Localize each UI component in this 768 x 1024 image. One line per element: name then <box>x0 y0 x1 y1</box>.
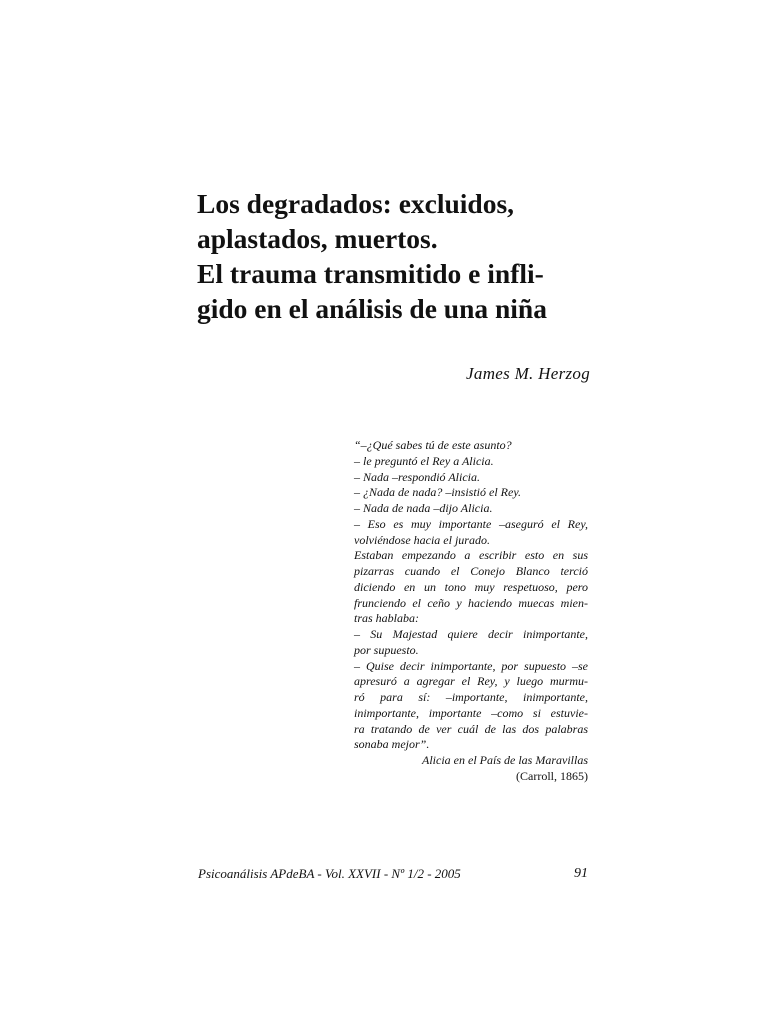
title-line: gido en el análisis de una niña <box>197 293 547 324</box>
epigraph-line: – le preguntó el Rey a Alicia. <box>354 453 494 468</box>
epigraph-line: por supuesto. <box>354 642 419 657</box>
epigraph-line: ró para sí: –importante, inimportante, <box>354 690 588 704</box>
epigraph-line: – Nada de nada –dijo Alicia. <box>354 501 493 515</box>
epigraph-line: – Quise decir inimportante, por supuesto –se <box>354 658 588 673</box>
epigraph-line: inimportante, importante –como si estuvie- <box>354 705 588 720</box>
author-name: James M. Herzog <box>466 364 590 383</box>
epigraph-source: Alicia en el País de las Maravillas <box>422 753 588 767</box>
journal-reference: Psicoanálisis APdeBA - Vol. XXVII - Nº 1/2 - 2005 <box>198 866 461 881</box>
page-number: 91 <box>574 866 588 881</box>
epigraph-line: ra tratando de ver cuál de las dos palabras <box>354 721 588 736</box>
epigraph-line: – ¿Nada de nada? –insistió el Rey. <box>354 485 521 500</box>
epigraph-line: volviéndose hacia el jurado. <box>354 532 490 547</box>
epigraph-quote <box>354 438 588 785</box>
epigraph-line: sonaba mejor”. <box>354 737 430 752</box>
article-title <box>197 186 597 326</box>
epigraph-line: Estaban empezando a escribir esto en sus <box>354 548 588 563</box>
epigraph-citation: (Carroll, 1865) <box>516 768 588 783</box>
epigraph-line: frunciendo el ceño y haciendo muecas mien- <box>354 595 588 610</box>
epigraph-line: apresuró a agregar el Rey, y luego murmu- <box>354 674 588 689</box>
title-line: aplastados, muertos. <box>197 223 438 254</box>
epigraph-line: “–¿Qué sabes tú de este asunto? <box>354 438 512 452</box>
epigraph-line: tras hablaba: <box>354 611 420 626</box>
epigraph-line: – Nada –respondió Alicia. <box>354 469 480 484</box>
epigraph-line: diciendo en un tono muy respetuoso, pero <box>354 579 588 594</box>
epigraph-line: pizarras cuando el Conejo Blanco terció <box>354 564 588 578</box>
epigraph-line: – Su Majestad quiere decir inimportante, <box>354 627 588 641</box>
title-line: Los degradados: excluidos, <box>197 188 515 219</box>
epigraph-line: – Eso es muy importante –aseguró el Rey, <box>354 516 588 531</box>
title-line: El trauma transmitido e infli- <box>197 258 544 289</box>
